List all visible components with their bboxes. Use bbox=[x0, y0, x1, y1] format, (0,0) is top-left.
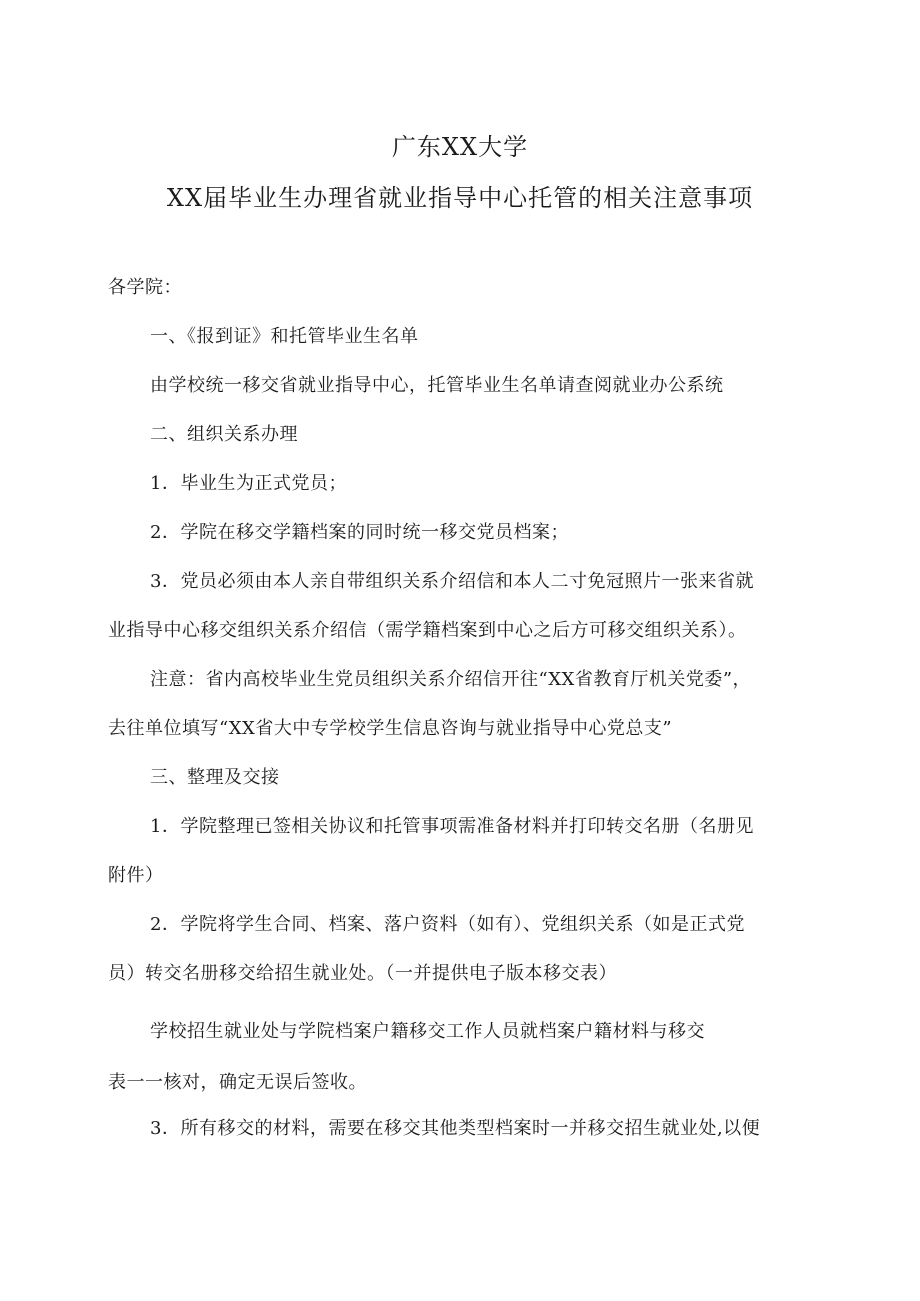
section-heading-3: 三、整理及交接 bbox=[150, 767, 280, 788]
section-heading-1: 一、《报到证》和托管毕业生名单 bbox=[150, 326, 419, 347]
list-item: 3．所有移交的材料，需要在移交其他类型档案时一并移交招生就业处,以便 bbox=[150, 1118, 761, 1139]
paragraph-line: 由学校统一移交省就业指导中心，托管毕业生名单请查阅就业办公系统 bbox=[150, 375, 724, 396]
list-item-continuation: 附件） bbox=[108, 865, 164, 886]
list-item: 1．学院整理已签相关协议和托管事项需准备材料并打印转交名册（名册见 bbox=[150, 816, 754, 837]
document-subtitle: XX届毕业生办理省就业指导中心托管的相关注意事项 bbox=[166, 184, 754, 212]
list-item-continuation: 业指导中心移交组织关系介绍信（需学籍档案到中心之后方可移交组织关系）。 bbox=[108, 620, 747, 641]
list-item: 2．学院将学生合同、档案、落户资料（如有）、党组织关系（如是正式党 bbox=[150, 914, 745, 935]
list-item: 3．党员必须由本人亲自带组织关系介绍信和本人二寸免冠照片一张来省就 bbox=[150, 571, 754, 592]
salutation: 各学院： bbox=[108, 277, 182, 298]
section-heading-2: 二、组织关系办理 bbox=[150, 424, 298, 445]
list-item: 2．学院在移交学籍档案的同时统一移交党员档案； bbox=[150, 522, 569, 543]
paragraph-line-continuation: 表一一核对，确定无误后签收。 bbox=[108, 1072, 367, 1093]
note-line-continuation: 去往单位填写“XX省大中专学校学生信息咨询与就业指导中心党总支” bbox=[108, 718, 673, 739]
document-title: 广东XX大学 bbox=[391, 133, 529, 161]
list-item-continuation: 员）转交名册移交给招生就业处。（一并提供电子版本移交表） bbox=[108, 963, 617, 984]
list-item: 1．毕业生为正式党员； bbox=[150, 473, 347, 494]
note-line: 注意：省内高校毕业生党员组织关系介绍信开往“XX省教育厅机关党委”， bbox=[150, 669, 752, 690]
paragraph-line: 学校招生就业处与学院档案户籍移交工作人员就档案户籍材料与移交 bbox=[150, 1021, 705, 1042]
